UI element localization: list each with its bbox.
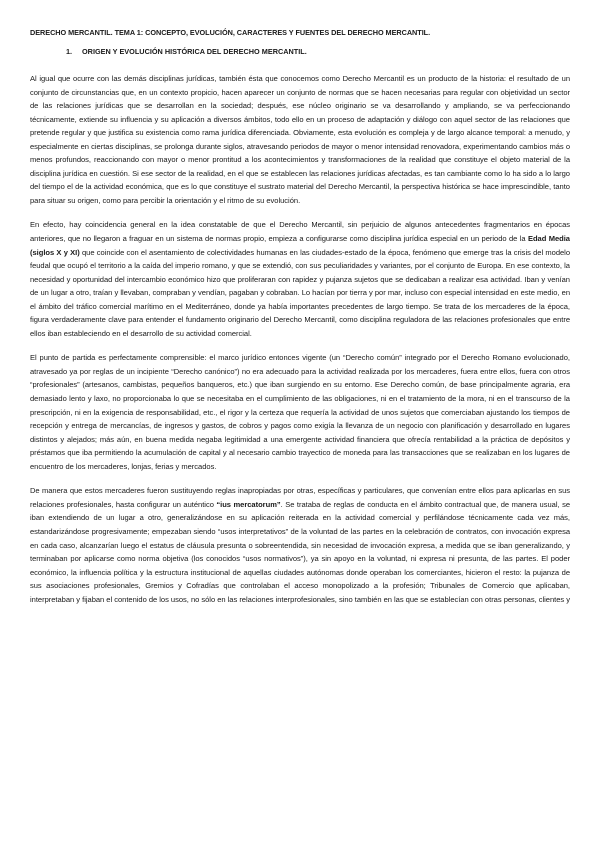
paragraph-text: que coincide con el asentamiento de colectividades humanas en las ciudades-estado de la época, fenómeno que emerge tras la crisis del modelo feudal que ocupó el territorio a la caída del imperio romano, y que se extendió, con sus peculiaridades y variantes, por el conjunto de Europa. En ese contexto, la necesidad y oportunidad del intercambio económico hizo que proliferaran con rapidez y pujanza sujetos que se dedicaban a realizar esa actividad. Iban y venían de un lugar a otro, traían y llevaban, compraban y vendían, pagaban y cobraban. Lo hacían por tierra y por mar, incluso con especial intensidad en este medio, en el ámbito del tráfico comercial marítimo en el Mediterráneo, donde ya había importantes precedentes de largo tiempo. Se trata de los mercaderes de la época, figura verdaderamente clave para entender el fundamento originario del Derecho Mercantil, como disciplina reguladora de las relaciones profesionales que entre ellos iban estableciendo en el desarrollo de su actividad comercial. <box>30 247 571 338</box>
section-heading <box>66 47 570 57</box>
emphasis-ius-mercatorum: “ius mercatorum” <box>216 499 281 509</box>
paragraph-middle-ages <box>30 218 570 340</box>
paragraph-text: De manera que estos mercaderes fueron sustituyendo reglas inapropiadas por otras, específicas y particulares, que convenían entre ellos para aplicarlas en sus relaciones profesionales, hasta configurar un auténtico <box>30 486 570 509</box>
paragraph-text: . Se trataba de reglas de conducta en el ámbito contractual que, de manera usual, se iban extendiendo de un lugar a otro, generalizándose en su aplicación reiterada en la actividad comercial y perfilándose técnicamente cada vez más, estandarizándose progresivamente; empezaban siendo “usos interpretativos” de la voluntad de las partes en la celebración de contratos, con invocación expresa en cada caso, alcanzarían luego el estatus de cláusula presunta o sobreentendida, sin necesidad de invocación expresa, a medida que se iban generalizando, y terminaban por aplicarse como norma objetiva (los conocidos “usos normativos”), ya sin apoyo en la voluntad, ni expresa ni presunta, de las partes. El poder económico, la influencia política y la estructura institucional de aquellas ciudades autónomas donde operaban los comerciantes, hicieron el resto: la pujanza de sus asociaciones profesionales, Gremios y Cofradías que controlaban el acceso monopolizado a la profesión; Tribunales de Comercio que aplicaban, interpretaban y fijaban el contenido de los usos, no sólo en las relaciones interprofesionales, sino también en las que se establecían con otras personas, clientes y <box>30 499 570 604</box>
section-number: 1. <box>66 47 73 56</box>
document-page <box>30 18 570 606</box>
paragraph-origin: Al igual que ocurre con las demás disciplinas jurídicas, también ésta que conocemos como Derecho Mercantil es un producto de la historia: el resultado de un conjunto de circunstancias que, en un contexto propicio, hacen aparecer un conjunto de normas que se hacen necesarias para regular con objetividad un sector de las relaciones jurídicas que se desarrollan en la sociedad; después, ese núcleo originario se va desarrollando y ampliando, se va perfeccionando técnicamente, extiende su influencia y su aplicación a diversos ámbitos, todo ello en un proceso de adaptación y diálogo con aquel sector de las relaciones que pretende regular y que justifica su existencia como rama jurídica diferenciada. Obviamente, esta evolución es compleja y de largo alcance temporal: a menudo, y especialmente en ciertas disciplinas, se prolonga durante siglos, atravesando periodos de mayor o menor intensidad renovadora, experimentando cambios más o menos profundos, reaccionando con mayor o menor prontitud a los acontecimientos y transformaciones de la realidad que constituye el objeto material de la disciplina jurídica en cuestión. Si ese sector de la realidad, en el que se establecen las relaciones jurídicas afectadas, es tan cambiante como lo ha sido a lo largo del tiempo el de la actividad económica, que es lo que constituye el sustrato material del Derecho Mercantil, la perspectiva histórica se hace imprescindible, tanto para situar su origen, como para percibir la orientación y el ritmo de su evolución. <box>30 74 570 205</box>
paragraph-text: En efecto, hay coincidencia general en la idea constatable de que el Derecho Mercantil, sin perjuicio de algunos antecedentes fragmentarios en épocas anteriores, que no llegaron a fraguar en un sistema de normas propio, empieza a configurarse como disciplina jurídica especial en un periodo de la <box>30 220 570 244</box>
emphasis-middle-ages: Edad Media (siglos X y XI) <box>30 234 570 257</box>
section-title: ORIGEN Y EVOLUCIÓN HISTÓRICA DEL DERECHO MERCANTIL. <box>82 47 307 56</box>
paragraph-ius-mercatorum <box>30 484 570 606</box>
paragraph-starting-point: El punto de partida es perfectamente comprensible: el marco jurídico entonces vigente (un “Derecho común” integrado por el Derecho Romano evolucionado, atravesado ya por reglas de un incipiente “Derecho canónico”) no era adecuado para la actividad realizada por los mercaderes, fuera entre ellos, fuera con otros “profesionales” (artesanos, cambistas, pequeños banqueros, etc.) que iban surgiendo en su entorno. Ese Derecho común, de base principalmente agraria, era demasiado lento y laxo, no proporcionaba lo que se necesitaba en el cumplimiento de las obligaciones, ni en el tratamiento de la mora, ni en el transcurso de la prescripción, ni en la exigencia de responsabilidad, etc., el rigor y la certeza que requería la actividad de unos sujetos que comerciaban ajustando los tiempos de recepción y entrega de mercancías, de ingresos y gastos, de cobros y pagos como exigía la llevanza de un negocio con planificación y desarrollado en lugares distintos y alejados; más aún, en buena medida negaba legitimidad a una emergente actividad financiera que ofrecía rentabilidad a la práctica de depósitos y préstamos que iba permitiendo la acumulación de capital y al necesario cambio trayectico de moneda para las transacciones que se realizaban en los lugares de encuentro de los mercaderes, lonjas, ferias y mercados. <box>30 353 570 471</box>
document-title: DERECHO MERCANTIL. TEMA 1: CONCEPTO, EVOLUCIÓN, CARACTERES Y FUENTES DEL DERECHO MERCANTIL. <box>30 28 431 37</box>
